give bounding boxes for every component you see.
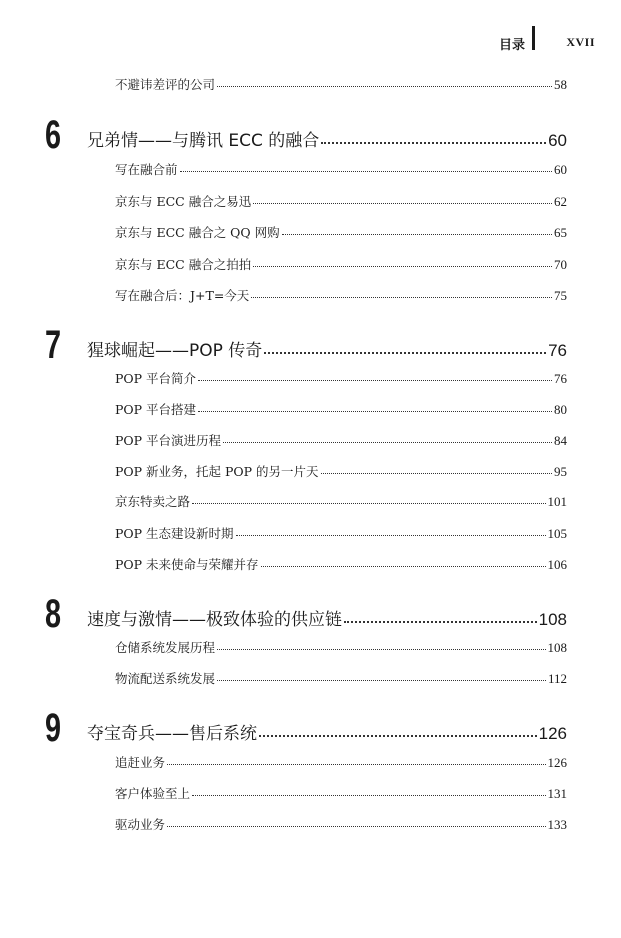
toc-entry-title: POP 生态建设新时期 bbox=[115, 526, 234, 541]
dot-leader bbox=[192, 493, 545, 504]
toc-entry-title: 不避讳差评的公司 bbox=[115, 77, 216, 92]
toc-entry-title: 写在融合前 bbox=[115, 162, 178, 177]
chapter-number: 8 bbox=[45, 592, 62, 636]
dot-leader bbox=[253, 256, 552, 267]
toc-entry[interactable] bbox=[115, 815, 567, 833]
toc-entry-page: 76 bbox=[554, 371, 567, 386]
dot-leader bbox=[198, 370, 552, 381]
toc-entry-page: 131 bbox=[547, 786, 567, 801]
dot-leader bbox=[282, 224, 552, 235]
toc-entry[interactable] bbox=[115, 286, 567, 304]
dot-leader bbox=[251, 287, 552, 298]
toc-entry[interactable] bbox=[115, 75, 567, 93]
toc-entry-title: 写在融合后：J+T=今天 bbox=[115, 288, 250, 303]
page-header bbox=[0, 26, 621, 56]
toc-entry-title: POP 平台演进历程 bbox=[115, 433, 222, 448]
toc-entry[interactable] bbox=[115, 638, 567, 656]
toc-entry-page: 75 bbox=[554, 288, 567, 303]
toc-entry-title: 京东与 ECC 融合之 QQ 网购 bbox=[115, 225, 280, 240]
toc-entry-page: 62 bbox=[554, 194, 567, 209]
dot-leader bbox=[223, 432, 552, 443]
toc-entry[interactable] bbox=[115, 524, 567, 542]
toc-entry-title: 驱动业务 bbox=[115, 817, 166, 832]
toc-entry-page: 84 bbox=[554, 433, 567, 448]
dot-leader bbox=[261, 556, 546, 567]
dot-leader bbox=[253, 193, 552, 204]
dot-leader bbox=[167, 816, 545, 827]
chapter-number: 7 bbox=[45, 323, 62, 367]
toc-entry-title: POP 平台简介 bbox=[115, 371, 197, 386]
toc-entry-page: 126 bbox=[547, 755, 567, 770]
chapter-page: 108 bbox=[538, 610, 567, 629]
chapter-heading[interactable] bbox=[45, 594, 567, 634]
chapter-page: 76 bbox=[548, 341, 567, 360]
dot-leader bbox=[167, 754, 545, 765]
toc-entry-page: 101 bbox=[547, 494, 567, 509]
header-title: 目录 bbox=[498, 38, 525, 53]
dot-leader bbox=[198, 401, 552, 412]
toc-entry[interactable] bbox=[115, 784, 567, 802]
dot-leader bbox=[217, 670, 546, 681]
dot-leader bbox=[259, 723, 537, 737]
toc-entry-page: 95 bbox=[554, 464, 567, 479]
chapter-title: 兄弟情——与腾讯 ECC 的融合 bbox=[87, 131, 320, 151]
toc-entry-title: POP 新业务，托起 POP 的另一片天 bbox=[115, 464, 319, 479]
chapter-title: 猩球崛起——POP 传奇 bbox=[87, 341, 263, 361]
toc-entry-title: 追赶业务 bbox=[115, 755, 166, 770]
toc-entry-page: 112 bbox=[547, 671, 567, 686]
chapter-number: 9 bbox=[45, 706, 62, 750]
toc-entry[interactable] bbox=[115, 555, 567, 573]
chapter-heading[interactable] bbox=[45, 115, 567, 155]
toc-entry[interactable] bbox=[115, 753, 567, 771]
toc-entry-title: 物流配送系统发展 bbox=[115, 671, 216, 686]
toc-entry-title: 京东与 ECC 融合之易迅 bbox=[115, 194, 252, 209]
toc-entry-page: 58 bbox=[554, 77, 567, 92]
toc-entry-page: 65 bbox=[554, 225, 567, 240]
chapter-heading[interactable] bbox=[45, 325, 567, 365]
toc-entry-page: 80 bbox=[554, 402, 567, 417]
dot-leader bbox=[192, 785, 545, 796]
toc-entry-title: POP 未来使命与荣耀并存 bbox=[115, 557, 259, 572]
toc-entry-page: 106 bbox=[547, 557, 567, 572]
toc-entry[interactable] bbox=[115, 462, 567, 480]
dot-leader bbox=[321, 463, 552, 474]
dot-leader bbox=[264, 340, 546, 354]
dot-leader bbox=[180, 161, 552, 172]
dot-leader bbox=[321, 130, 546, 144]
toc-entry[interactable] bbox=[115, 492, 567, 510]
toc-entry-title: 客户体验至上 bbox=[115, 786, 191, 801]
chapter-number: 6 bbox=[45, 113, 62, 157]
toc-entry[interactable] bbox=[115, 192, 567, 210]
toc-entry[interactable] bbox=[115, 255, 567, 273]
toc-entry-page: 133 bbox=[547, 817, 567, 832]
dot-leader bbox=[217, 76, 552, 87]
toc-entry-title: 仓储系统发展历程 bbox=[115, 640, 216, 655]
toc-entry[interactable] bbox=[115, 669, 567, 687]
toc-entry-title: POP 平台搭建 bbox=[115, 402, 197, 417]
toc-entry-page: 70 bbox=[554, 257, 567, 272]
dot-leader bbox=[217, 639, 545, 650]
toc-entry[interactable] bbox=[115, 400, 567, 418]
header-page-number: XVII bbox=[566, 35, 595, 49]
chapter-title: 夺宝奇兵——售后系统 bbox=[87, 724, 257, 744]
dot-leader bbox=[236, 525, 546, 536]
toc-entry-title: 京东特卖之路 bbox=[115, 494, 191, 509]
toc-entry[interactable] bbox=[115, 431, 567, 449]
toc-entry-page: 108 bbox=[547, 640, 567, 655]
chapter-heading[interactable] bbox=[45, 708, 567, 748]
toc-entry[interactable] bbox=[115, 369, 567, 387]
toc-entry-page: 60 bbox=[554, 162, 567, 177]
toc-entry-page: 105 bbox=[547, 526, 567, 541]
chapter-page: 126 bbox=[538, 724, 567, 743]
toc-entry[interactable] bbox=[115, 160, 567, 178]
chapter-page: 60 bbox=[548, 131, 567, 150]
header-divider bbox=[532, 26, 535, 50]
toc-entry-title: 京东与 ECC 融合之拍拍 bbox=[115, 257, 252, 272]
chapter-title: 速度与激情——极致体验的供应链 bbox=[87, 610, 342, 630]
toc-entry[interactable] bbox=[115, 223, 567, 241]
dot-leader bbox=[344, 609, 537, 623]
